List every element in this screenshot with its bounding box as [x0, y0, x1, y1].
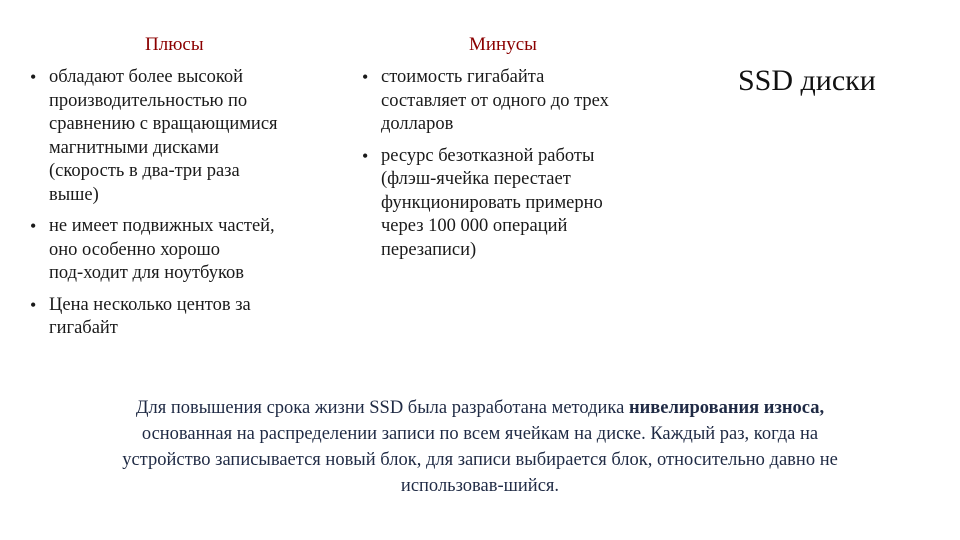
pros-item: [30, 66, 330, 207]
text-line: стоимость гигабайта: [381, 67, 545, 87]
bullet-icon: •: [30, 67, 37, 87]
text-line: гигабайт: [49, 318, 118, 338]
pros-item-text: [49, 66, 330, 207]
cons-item: [362, 145, 682, 263]
pros-item-text: [49, 215, 330, 286]
bullet-icon: •: [30, 216, 37, 236]
slide-title: SSD диски: [738, 64, 876, 97]
text-line: выше): [49, 184, 99, 205]
cons-item-text: [381, 66, 682, 137]
text-line: сравнению с вращающимися: [49, 114, 278, 134]
note-text: Для повышения срока жизни SSD была разработана методика: [135, 398, 629, 418]
text-line: оно особенно хорошо: [49, 239, 221, 260]
note-text: использовав-шийся.: [400, 476, 560, 496]
text-line: перезаписи): [381, 239, 477, 260]
wear-leveling-note: [40, 395, 920, 499]
bullet-icon: •: [362, 67, 369, 87]
text-line: обладают более высокой: [49, 67, 244, 87]
pros-item: [30, 294, 330, 341]
note-line: [40, 447, 920, 473]
note-line: [40, 473, 920, 499]
cons-item-text: [381, 145, 682, 263]
text-line: (скорость в два-три раза: [49, 161, 240, 181]
note-line: [40, 421, 920, 447]
text-line: производительностью по: [49, 90, 248, 111]
note-text: устройство записывается новый блок, для записи выбирается блок, относительно давно не: [122, 450, 838, 470]
pros-list: [30, 66, 330, 349]
text-line: (флэш-ячейка перестает: [381, 169, 571, 189]
text-line: составляет от одного до трех: [381, 90, 609, 111]
pros-heading: Плюсы: [145, 34, 204, 55]
text-line: Цена несколько центов за: [49, 294, 251, 315]
note-text: основанная на распределении записи по всем ячейкам на диске. Каждый раз, когда на: [141, 424, 819, 444]
text-line: долларов: [381, 114, 454, 134]
bullet-icon: •: [362, 145, 369, 166]
note-line: [40, 395, 920, 421]
bullet-icon: •: [30, 294, 37, 315]
pros-item-text: [49, 294, 330, 341]
note-emphasis: нивелирования износа,: [628, 398, 825, 418]
cons-heading: Минусы: [469, 34, 537, 55]
text-line: функционировать примерно: [381, 192, 603, 213]
text-line: магнитными дисками: [49, 137, 219, 158]
text-line: через 100 000 операций: [381, 216, 568, 236]
pros-item: [30, 215, 330, 286]
text-line: не имеет подвижных частей,: [49, 216, 275, 236]
text-line: под-ходит для ноутбуков: [49, 263, 245, 283]
text-line: ресурс безотказной работы: [381, 145, 595, 166]
cons-item: [362, 66, 682, 137]
cons-list: [362, 66, 682, 270]
